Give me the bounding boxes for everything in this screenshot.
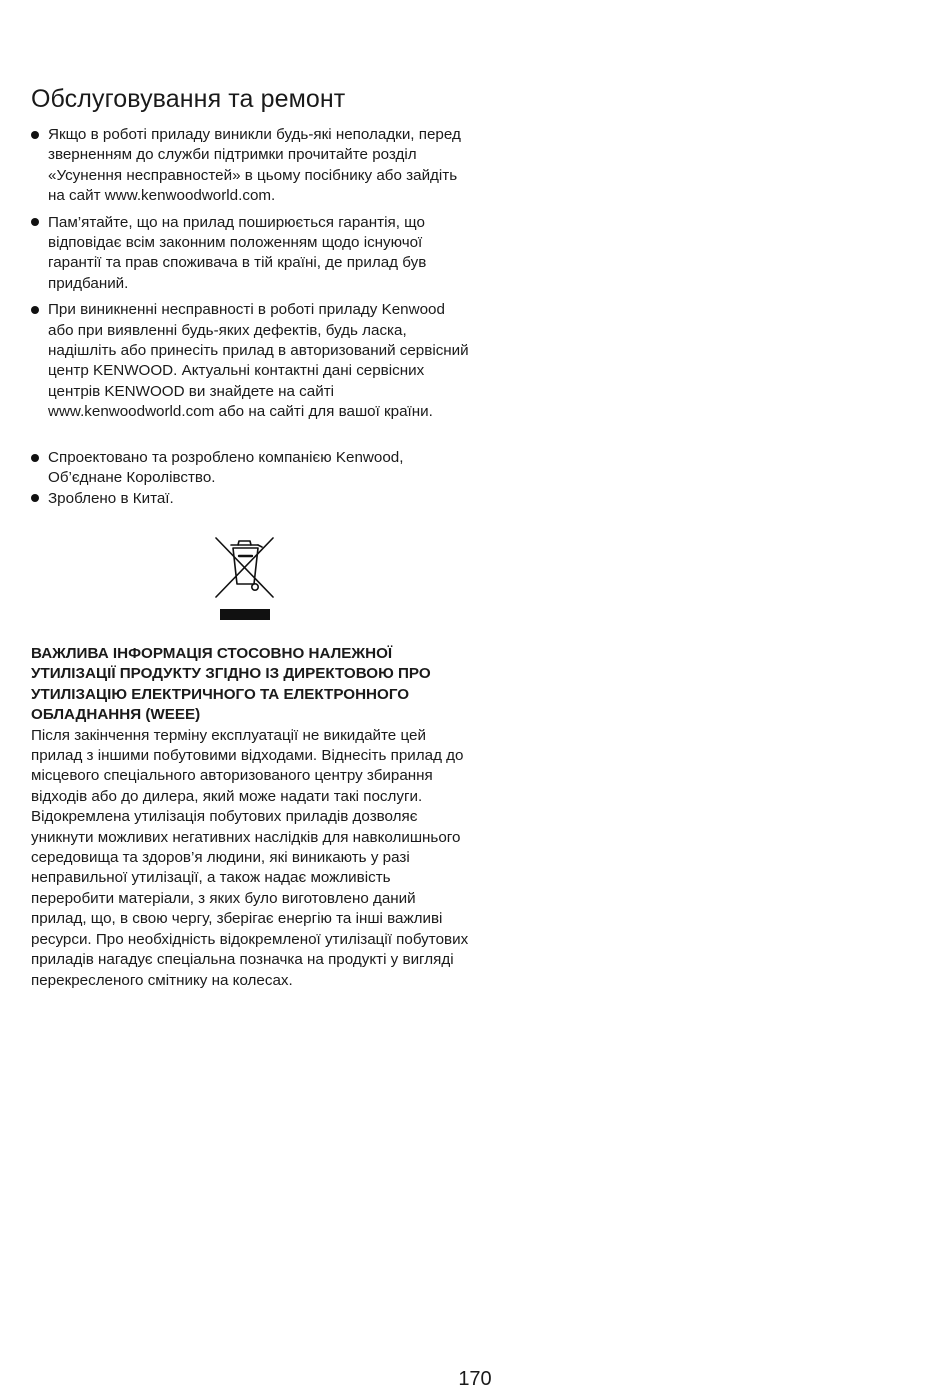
weee-heading: ВАЖЛИВА ІНФОРМАЦІЯ СТОСОВНО НАЛЕЖНОЇ УТИЛІЗАЦІЇ ПРОДУКТУ ЗГІДНО ІЗ ДИРЕКТОВОЮ ПРО УТИЛІЗАЦІЮ ЕЛЕКТРИЧНОГО ТА ЕЛЕКТРОННОГО ОБЛАДНАННЯ (WEEE) — [31, 645, 431, 724]
bullet-icon — [31, 454, 39, 462]
list-item-text: При виникненні несправності в роботі приладу Kenwood або при виявленні будь-яких дефектів, будь ласка, надішліть або принесіть прилад в авторизований сервісний центр KENWOOD. Актуальні контактні дані сервісних центрів KENWOOD ви знайдете на сайті www.kenwoodworld.com або на сайті для вашої країни. — [48, 301, 469, 421]
bullet-icon — [31, 494, 39, 502]
list-item — [31, 448, 471, 489]
list-item — [31, 213, 471, 295]
list-item — [31, 125, 471, 207]
list-item-text: Пам’ятайте, що на прилад поширюється гарантія, що відповідає всім законним положенням щодо існуючої гарантії та прав споживача в тій країні, де прилад був придбаний. — [48, 213, 427, 292]
weee-body-text: Після закінчення терміну експлуатації не викидайте цей прилад з іншими побутовими відходами. Віднесіть прилад до місцевого спеціального авторизованого центру збирання відходів або до дилера, який може надати такі послуги. Відокремлена утилізація побутових приладів дозволяє уникнути можливих негативних наслідків для навколишнього середовища та здоров’я людини, які виникають у разі неправильної утилізації, а також надає можливість переробити матеріали, з яких було виготовлено даний прилад, що, в свою чергу, зберігає енергію та інші важливі ресурси. Про необхідність відокремленої утилізації побутових приладів нагадує спеціальна позначка на продукті у вигляді перекресленого смітнику на колесах. — [31, 726, 469, 989]
bullet-icon — [31, 131, 39, 139]
list-item — [31, 300, 471, 422]
bullet-icon — [31, 218, 39, 226]
list-item-text: Зроблено в Китаї. — [48, 489, 174, 507]
page-number: 170 — [458, 1368, 492, 1390]
service-bullet-list — [31, 125, 471, 429]
weee-section — [31, 644, 471, 991]
list-item-text: Спроектовано та розроблено компанією Kenwood, Об’єднане Королівство. — [48, 449, 404, 487]
crossed-out-wheelie-bin-icon — [212, 534, 276, 622]
list-item — [31, 489, 471, 509]
list-item-text: Якщо в роботі приладу виникли будь-які неполадки, перед зверненням до служби підтримки прочитайте розділ «Усунення несправностей» в цьому посібнику або зайдіть на сайт www.kenwoodworld.com. — [48, 126, 461, 205]
origin-bullet-list — [31, 448, 471, 509]
page-title: Обслуговування та ремонт — [31, 85, 346, 113]
bullet-icon — [31, 306, 39, 314]
